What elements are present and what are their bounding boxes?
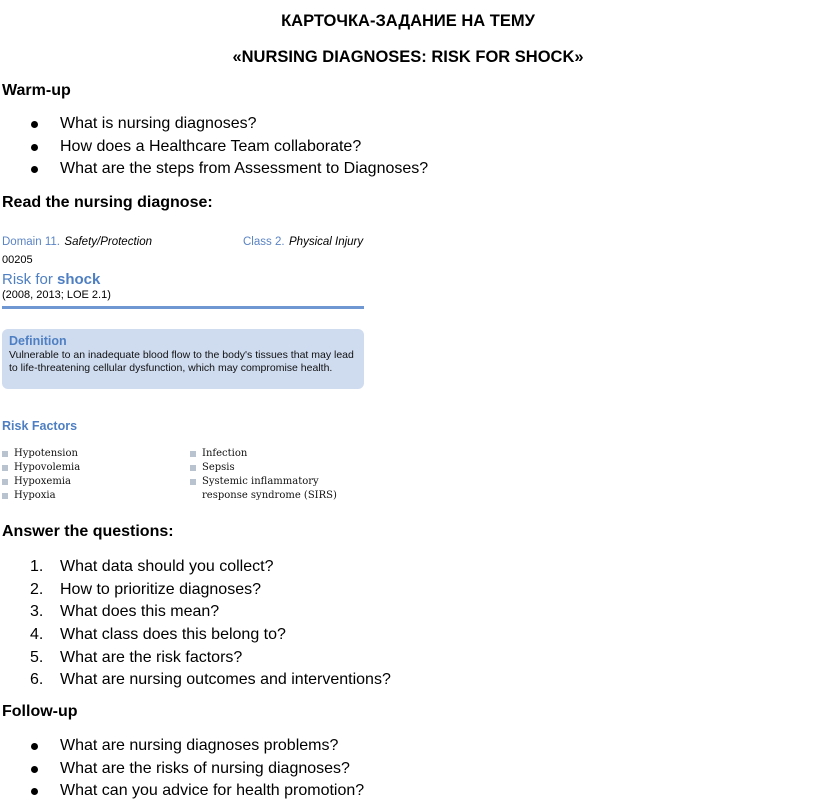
diagnosis-code: 00205: [2, 254, 33, 266]
list-number: 1.: [30, 558, 44, 575]
class-label: Class 2.: [243, 236, 285, 248]
read-heading: Read the nursing diagnose:: [2, 194, 213, 211]
list-item: What can you advice for health promotion?: [0, 780, 364, 803]
list-text: What are nursing outcomes and interventions?: [60, 671, 391, 689]
risk-factor: Hypotension: [2, 447, 80, 461]
risk-factor: Infection: [190, 447, 337, 461]
risk-factors-title: Risk Factors: [2, 419, 78, 433]
list-item: [0, 624, 391, 647]
list-item: What are the risks of nursing diagnoses?: [0, 758, 364, 781]
list-item: [0, 579, 391, 602]
answer-list: [0, 556, 391, 692]
domain: [2, 232, 152, 250]
list-number: 5.: [30, 648, 44, 666]
list-text: What data should you collect?: [60, 558, 274, 575]
domain-label: Domain 11.: [2, 236, 60, 248]
definition-text: Vulnerable to an inadequate blood flow to the body's tissues that may lead to life-threatening cellular dysfunction, which may compromise health.: [9, 349, 354, 374]
list-text: What are the risk factors?: [60, 648, 243, 666]
risk-factors-right: [190, 447, 337, 503]
nursing-diagnosis-card: [2, 228, 366, 508]
list-number: 6.: [30, 671, 44, 689]
list-number: 2.: [30, 580, 44, 598]
class-value: Physical Injury: [289, 236, 364, 248]
risk-factor-continuation: response syndrome (SIRS): [202, 490, 337, 501]
warmup-heading: Warm-up: [2, 82, 71, 99]
answer-heading: Answer the questions:: [2, 523, 174, 540]
risk-factors-left: [2, 447, 80, 503]
list-item: [0, 556, 391, 579]
list-item: [0, 669, 391, 692]
risk-factor: Sepsis: [190, 461, 337, 475]
divider: [2, 306, 364, 309]
list-text: What does this mean?: [60, 603, 220, 621]
risk-factor: Systemic inflammatory: [190, 475, 337, 489]
definition-box: [2, 329, 364, 389]
diagnosis-title-prefix: Risk for: [2, 271, 53, 288]
list-item: [0, 601, 391, 624]
diagnosis-title-bold: shock: [57, 271, 101, 288]
page-title-line1: КАРТОЧКА-ЗАДАНИЕ НА ТЕМУ: [281, 12, 535, 30]
definition-title: Definition: [9, 334, 67, 348]
page-title-line2: «NURSING DIAGNOSES: RISK FOR SHOCK»: [232, 48, 584, 66]
list-number: 3.: [30, 603, 44, 621]
followup-heading: Follow-up: [2, 703, 78, 720]
list-text: How to prioritize diagnoses?: [60, 580, 261, 598]
domain-value: Safety/Protection: [64, 236, 152, 248]
diagnosis-meta: (2008, 2013; LOE 2.1): [2, 289, 111, 301]
warmup-list: [0, 113, 428, 181]
list-item: How does a Healthcare Team collaborate?: [0, 136, 428, 159]
list-item: What are the steps from Assessment to Diagnoses?: [0, 158, 428, 181]
list-text: What class does this belong to?: [60, 626, 286, 644]
risk-factor: Hypoxia: [2, 489, 80, 503]
risk-factor: Hypovolemia: [2, 461, 80, 475]
list-number: 4.: [30, 626, 44, 644]
risk-factor: Hypoxemia: [2, 475, 80, 489]
class: [243, 232, 363, 250]
diagnosis-title: [2, 271, 100, 288]
list-item: What is nursing diagnoses?: [0, 113, 428, 136]
list-item: What are nursing diagnoses problems?: [0, 735, 364, 758]
list-item: [0, 647, 391, 670]
followup-list: [0, 735, 364, 803]
